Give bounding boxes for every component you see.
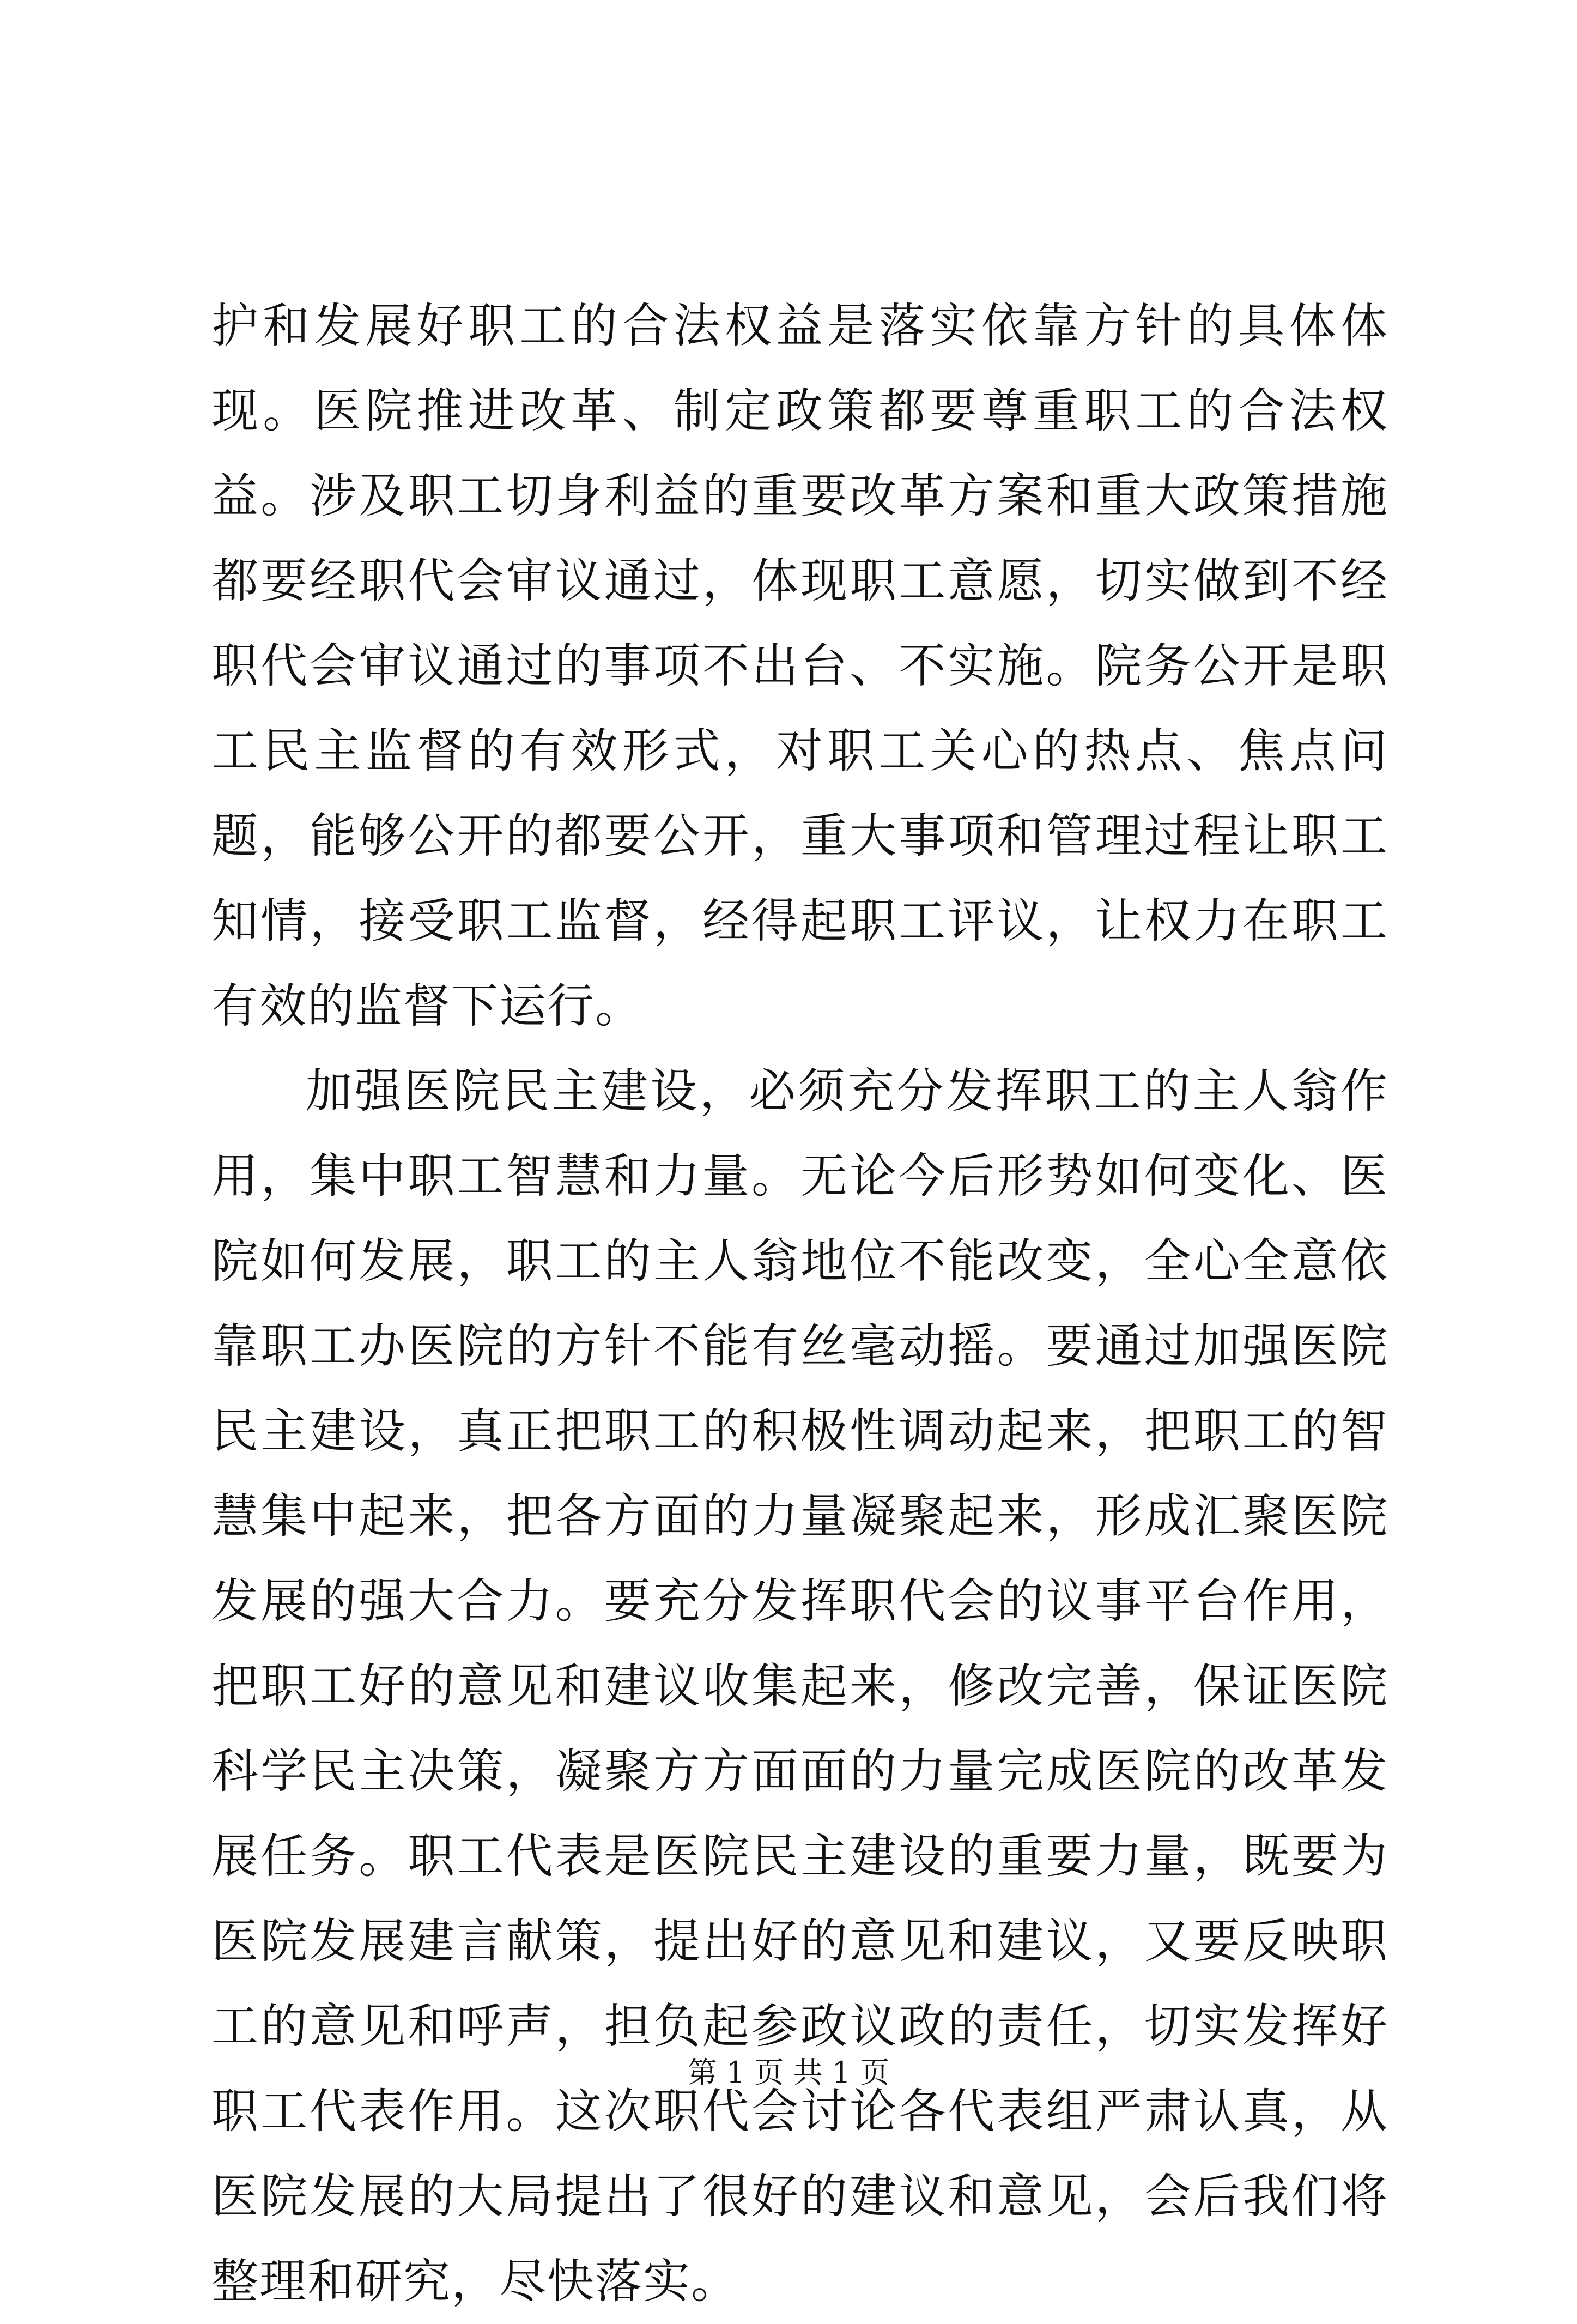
paragraph-continued: 护和发展好职工的合法权益是落实依靠方针的具体体现。医院推进改革、制定政策都要尊重职工的合法权益。涉及职工切身利益的重要改革方案和重大政策措施都要经职代会审议通过，体现职工意愿，切实做到不经职代会审议通过的事项不出台、不实施。院务公开是职工民主监督的有效形式，对职工关心的热点、焦点问题，能够公开的都要公开，重大事项和管理过程让职工知情，接受职工监督，经得起职工评议，让权力在职工有效的监督下运行。 <box>211 299 1388 1033</box>
document-body <box>211 283 1388 2324</box>
page-footer: 第 1 页 共 1 页 <box>687 2055 890 2090</box>
paragraph-democracy: 加强医院民主建设，必须充分发挥职工的主人翁作用，集中职工智慧和力量。无论今后形势如何变化、医院如何发展，职工的主人翁地位不能改变，全心全意依靠职工办医院的方针不能有丝毫动摇。要通过加强医院民主建设，真正把职工的积极性调动起来，把职工的智慧集中起来，把各方面的力量凝聚起来，形成汇聚医院发展的强大合力。要充分发挥职代会的议事平台作用，把职工好的意见和建议收集起来，修改完善，保证医院科学民主决策，凝聚方方面面的力量完成医院的改革发展任务。职工代表是医院民主建设的重要力量，既要为医院发展建言献策，提出好的意见和建议，又要反映职工的意见和呼声，担负起参政议政的责任，切实发挥好职工代表作用。这次职代会讨论各代表组严肃认真，从医院发展的大局提出了很好的建议和意见，会后我们将整理和研究，尽快落实。 <box>211 1064 1388 2309</box>
